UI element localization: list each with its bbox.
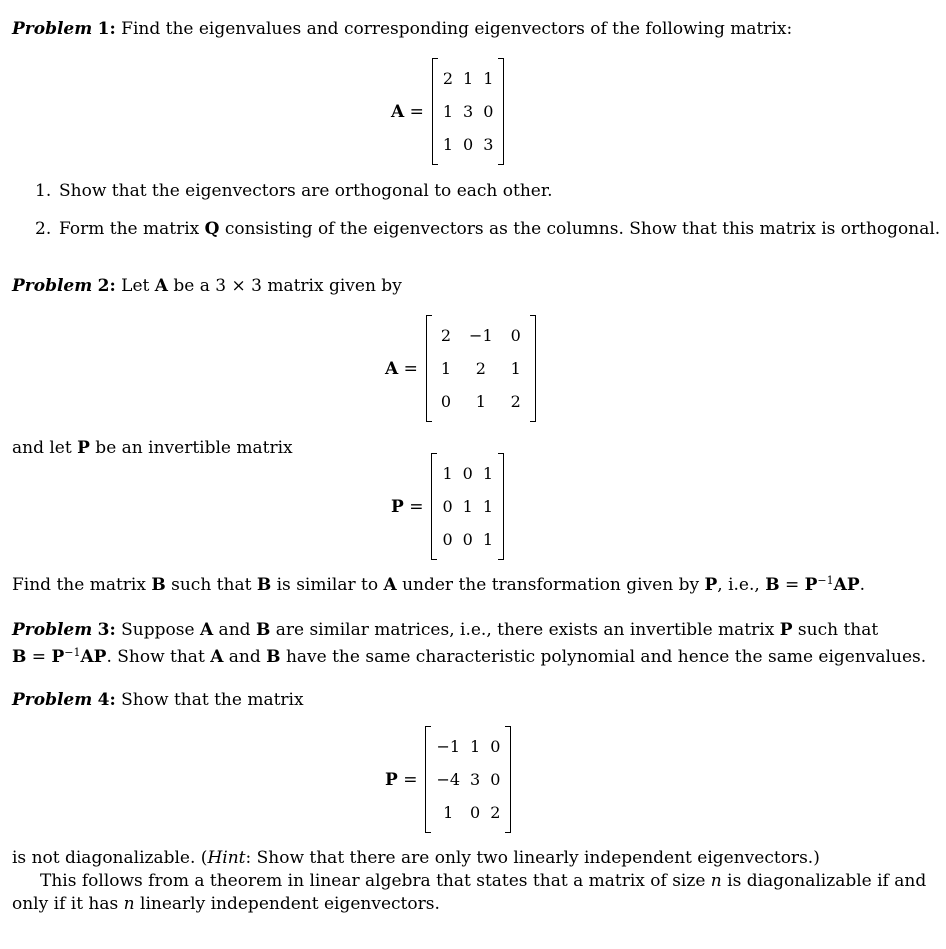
problem-4-statement	[12, 689, 304, 711]
text: and	[213, 620, 256, 640]
problem-1-item-1	[35, 180, 553, 202]
text: Find the matrix	[12, 575, 152, 595]
problem-2-mid-text	[12, 437, 293, 459]
problem-2-find-text	[12, 570, 865, 596]
hint-label: Hint	[207, 848, 246, 868]
problem-2-label: Problem	[12, 276, 93, 296]
matrix-cell: 0	[483, 102, 494, 121]
problem-4-label: Problem	[12, 690, 93, 710]
problem-2-statement	[12, 275, 402, 297]
problem-3-number: 3:	[97, 620, 116, 640]
text: is not diagonalizable. (	[12, 848, 208, 868]
text: only if it has	[12, 894, 124, 914]
item-number: 2.	[35, 219, 52, 239]
item-text: Show that the eigenvectors are orthogonal to each other.	[59, 181, 553, 201]
text: , i.e.,	[717, 575, 766, 595]
matrix-cell: 3	[470, 770, 481, 789]
text: . Show that	[106, 647, 211, 667]
text: is similar to	[271, 575, 384, 595]
matrix-cell: 1	[510, 359, 521, 378]
problem-2-matrix-p-equation: P = 1 0 1 0 1 1 0 0 1	[391, 453, 504, 560]
matrix-cell: 0	[490, 770, 501, 789]
matrix-cell: 1	[482, 530, 494, 549]
matrix-cell: 3	[483, 135, 494, 154]
matrix-name: A	[391, 101, 405, 122]
text: have the same characteristic polynomial and hence the same eigenvalues.	[280, 647, 927, 667]
symbol-ap: AP	[80, 647, 107, 667]
problem-1-number: 1:	[97, 19, 116, 39]
matrix-a	[426, 315, 536, 422]
problem-1-statement	[12, 18, 792, 40]
matrix-cell: 1	[463, 69, 474, 88]
problem-4-number: 4:	[97, 690, 116, 710]
matrix-cell: −1	[469, 326, 493, 345]
text: linearly independent eigenvectors.	[134, 894, 440, 914]
item-number: 1.	[35, 181, 52, 201]
matrix-cell: 2	[490, 803, 501, 822]
matrix-cell: 0	[440, 392, 452, 411]
matrix-p	[431, 453, 504, 560]
text: such that	[792, 620, 879, 640]
symbol-a: A	[199, 620, 214, 640]
symbol-p: P	[779, 620, 793, 640]
text: under the transformation given by	[396, 575, 705, 595]
symbol-b: B	[266, 647, 281, 667]
text: Let	[121, 276, 155, 296]
symbol-b: B	[765, 575, 780, 595]
symbol-q: Q	[204, 219, 220, 239]
problem-2-matrix-a-equation: A = 2 −1 0 1 2 1 0 1 2	[385, 315, 536, 422]
matrix-cell: 1	[482, 464, 494, 483]
symbol-ap: AP	[833, 575, 860, 595]
symbol-a: A	[154, 276, 168, 296]
symbol-a: A	[210, 647, 224, 667]
matrix-a	[432, 58, 505, 165]
matrix-cell: 2	[475, 359, 486, 378]
text: Suppose	[121, 620, 200, 640]
matrix-cell: 3	[463, 102, 474, 121]
text: : Show that there are only two linearly independent eigenvectors.)	[245, 848, 820, 868]
matrix-cell: 0	[442, 497, 453, 516]
symbol-b: B	[151, 575, 166, 595]
problem-4-matrix-equation: P = −1 1 0 −4 3 0 1 0 2	[385, 726, 511, 833]
text: is diagonalizable if and	[721, 871, 927, 891]
text: .	[859, 575, 866, 595]
text: Show that the matrix	[121, 690, 304, 710]
symbol-p: P	[704, 575, 718, 595]
problem-4-paragraph-line-2	[12, 893, 440, 915]
symbol-n: n	[123, 894, 135, 914]
problem-1-matrix-equation: A = 2 1 1 1 3 0 1 0 3	[391, 58, 504, 165]
matrix-cell: −4	[436, 770, 461, 789]
problem-1-text: Find the eigenvalues and corresponding eigenvectors of the following matrix:	[121, 19, 793, 39]
item-text: consisting of the eigenvectors as the columns. Show that this matrix is orthogonal.	[219, 219, 941, 239]
symbol-b: B	[256, 575, 272, 595]
symbol-p: P	[51, 647, 65, 667]
matrix-cell: 0	[462, 464, 473, 483]
matrix-cell: 1	[482, 497, 494, 516]
symbol-b: B	[12, 647, 27, 667]
matrix-cell: −1	[436, 737, 461, 756]
problem-2-number: 2:	[97, 276, 116, 296]
matrix-cell: 2	[440, 326, 452, 345]
matrix-cell: 2	[510, 392, 521, 411]
matrix-cell: 1	[483, 69, 494, 88]
problem-4-paragraph-line-1	[40, 870, 926, 892]
text: and let	[12, 438, 78, 458]
matrix-name: P	[391, 496, 404, 517]
text: and	[223, 647, 267, 667]
matrix-p	[425, 726, 511, 833]
equals: =	[26, 647, 52, 667]
symbol-b: B	[255, 620, 271, 640]
matrix-cell: 0	[463, 135, 474, 154]
problem-1-label: Problem	[12, 19, 93, 39]
matrix-cell: 0	[462, 530, 473, 549]
item-text: Form the matrix	[59, 219, 205, 239]
matrix-cell: 0	[470, 803, 481, 822]
matrix-cell: 2	[442, 69, 454, 88]
matrix-cell: 0	[510, 326, 521, 345]
matrix-cell: 1	[475, 392, 486, 411]
matrix-cell: 1	[443, 803, 454, 822]
matrix-name: A	[385, 358, 399, 379]
matrix-cell: 1	[442, 135, 454, 154]
matrix-cell: 1	[470, 737, 481, 756]
symbol-a: A	[383, 575, 397, 595]
text: be an invertible matrix	[89, 438, 293, 458]
inverse-exponent: −1	[64, 646, 81, 659]
text: such that	[165, 575, 257, 595]
problem-4-after-text	[12, 847, 820, 869]
equals: =	[779, 575, 805, 595]
matrix-cell: 0	[442, 530, 453, 549]
text: are similar matrices, i.e., there exists an invertible matrix	[270, 620, 780, 640]
text: be a 3 × 3 matrix given by	[167, 276, 402, 296]
problem-3-label: Problem	[12, 620, 93, 640]
symbol-n: n	[710, 871, 722, 891]
inverse-exponent: −1	[817, 574, 834, 587]
matrix-cell: 1	[442, 464, 453, 483]
matrix-cell: 0	[490, 737, 501, 756]
matrix-cell: 1	[442, 102, 454, 121]
problem-1-item-2	[35, 218, 940, 240]
problem-3-line-1	[12, 619, 878, 641]
problem-3-line-2	[12, 642, 926, 668]
matrix-cell: 1	[462, 497, 473, 516]
matrix-cell: 1	[440, 359, 452, 378]
symbol-p: P	[77, 438, 90, 458]
matrix-name: P	[385, 769, 398, 790]
text: This follows from a theorem in linear algebra that states that a matrix of size	[40, 871, 711, 891]
symbol-p: P	[804, 575, 818, 595]
